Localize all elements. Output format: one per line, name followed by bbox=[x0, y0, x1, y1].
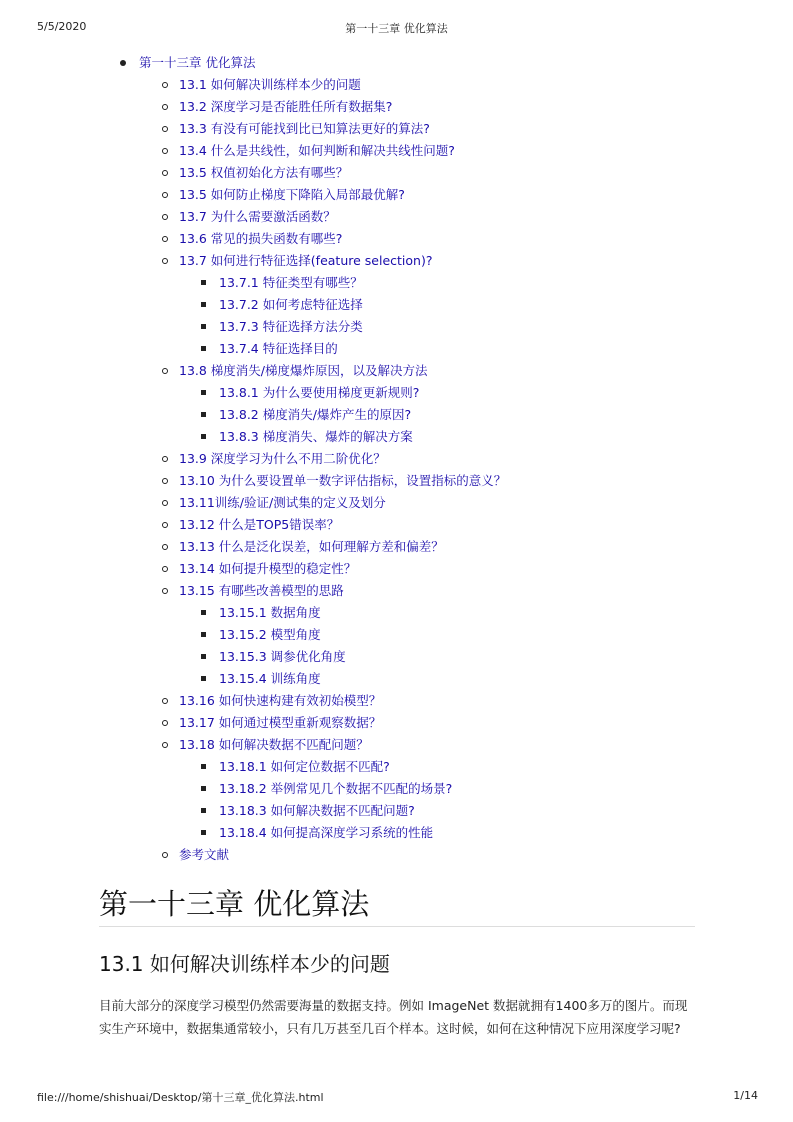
bullet-icon bbox=[201, 764, 206, 769]
toc-subitem bbox=[0, 294, 793, 316]
toc-item bbox=[0, 690, 793, 712]
toc-item bbox=[0, 470, 793, 492]
toc-item bbox=[0, 74, 793, 96]
toc-item bbox=[0, 712, 793, 734]
toc-subitem bbox=[0, 382, 793, 404]
bullet-icon bbox=[162, 104, 168, 110]
bullet-icon bbox=[162, 214, 168, 220]
toc-link[interactable]: 13.9 深度学习为什么不用二阶优化？ bbox=[179, 451, 386, 466]
bullet-icon bbox=[162, 368, 168, 374]
bullet-icon bbox=[201, 280, 206, 285]
bullet-icon bbox=[162, 720, 168, 726]
toc-item bbox=[0, 360, 793, 382]
toc-item bbox=[0, 734, 793, 756]
toc-link[interactable]: 13.15.4 训练角度 bbox=[219, 671, 321, 686]
toc-subitem bbox=[0, 272, 793, 294]
toc-link[interactable]: 13.7 为什么需要激活函数？ bbox=[179, 209, 336, 224]
toc-subitem bbox=[0, 624, 793, 646]
bullet-icon bbox=[162, 456, 168, 462]
bullet-icon bbox=[201, 786, 206, 791]
toc-link[interactable]: 13.3 有没有可能找到比已知算法更好的算法? bbox=[179, 121, 430, 136]
bullet-icon bbox=[162, 170, 168, 176]
bullet-icon bbox=[162, 522, 168, 528]
toc-link[interactable]: 13.4 什么是共线性，如何判断和解决共线性问题? bbox=[179, 143, 455, 158]
toc-subitem bbox=[0, 646, 793, 668]
toc-link[interactable]: 13.13 什么是泛化误差，如何理解方差和偏差？ bbox=[179, 539, 444, 554]
toc-link[interactable]: 参考文献 bbox=[179, 847, 230, 862]
toc-list bbox=[0, 52, 793, 866]
toc-subitem bbox=[0, 426, 793, 448]
print-date: 5/5/2020 bbox=[37, 20, 87, 33]
toc-link[interactable]: 13.1 如何解决训练样本少的问题 bbox=[179, 77, 361, 92]
toc-link[interactable]: 13.17 如何通过模型重新观察数据？ bbox=[179, 715, 382, 730]
toc-link[interactable]: 13.6 常见的损失函数有哪些? bbox=[179, 231, 343, 246]
table-of-contents bbox=[0, 52, 793, 866]
bullet-icon bbox=[201, 324, 206, 329]
toc-link[interactable]: 13.7.2 如何考虑特征选择 bbox=[219, 297, 363, 312]
toc-subitem bbox=[0, 778, 793, 800]
toc-item-root bbox=[0, 52, 793, 74]
toc-subitem bbox=[0, 668, 793, 690]
toc-link[interactable]: 13.18 如何解决数据不匹配问题？ bbox=[179, 737, 369, 752]
toc-link[interactable]: 13.5 如何防止梯度下降陷入局部最优解? bbox=[179, 187, 405, 202]
section-heading: 13.1 如何解决训练样本少的问题 bbox=[99, 952, 390, 976]
bullet-icon bbox=[162, 852, 168, 858]
toc-link[interactable]: 13.15.1 数据角度 bbox=[219, 605, 321, 620]
bullet-icon bbox=[162, 698, 168, 704]
bullet-icon bbox=[201, 434, 206, 439]
bullet-icon bbox=[201, 610, 206, 615]
toc-link[interactable]: 13.5 权值初始化方法有哪些？ bbox=[179, 165, 349, 180]
bullet-icon bbox=[162, 192, 168, 198]
toc-link[interactable]: 13.14 如何提升模型的稳定性？ bbox=[179, 561, 357, 576]
bullet-icon bbox=[162, 566, 168, 572]
toc-link[interactable]: 13.18.3 如何解决数据不匹配问题? bbox=[219, 803, 415, 818]
toc-subitem bbox=[0, 404, 793, 426]
toc-link[interactable]: 13.8.1 为什么要使用梯度更新规则? bbox=[219, 385, 420, 400]
bullet-icon bbox=[201, 654, 206, 659]
bullet-icon bbox=[120, 60, 126, 66]
toc-item bbox=[0, 448, 793, 470]
toc-link[interactable]: 13.7 如何进行特征选择(feature selection)? bbox=[179, 253, 433, 268]
bullet-icon bbox=[201, 830, 206, 835]
toc-item bbox=[0, 492, 793, 514]
bullet-icon bbox=[201, 390, 206, 395]
bullet-icon bbox=[162, 258, 168, 264]
toc-item bbox=[0, 558, 793, 580]
toc-link[interactable]: 13.2 深度学习是否能胜任所有数据集? bbox=[179, 99, 393, 114]
bullet-icon bbox=[201, 412, 206, 417]
toc-item bbox=[0, 96, 793, 118]
toc-item bbox=[0, 206, 793, 228]
toc-link[interactable]: 13.16 如何快速构建有效初始模型？ bbox=[179, 693, 382, 708]
toc-item bbox=[0, 118, 793, 140]
toc-subitem bbox=[0, 338, 793, 360]
toc-item bbox=[0, 228, 793, 250]
toc-item bbox=[0, 140, 793, 162]
bullet-icon bbox=[162, 588, 168, 594]
toc-link[interactable]: 13.18.2 举例常见几个数据不匹配的场景? bbox=[219, 781, 453, 796]
toc-item bbox=[0, 514, 793, 536]
toc-link[interactable]: 第一十三章 优化算法 bbox=[139, 55, 256, 70]
body-paragraph: 目前大部分的深度学习模型仍然需要海量的数据支持。例如 ImageNet 数据就拥有1400多万的图片。而现实生产环境中，数据集通常较小，只有几万甚至几百个样本。这时候，如何在这种情况下应用深度学习呢? bbox=[99, 998, 688, 1036]
toc-link[interactable]: 13.8.2 梯度消失/爆炸产生的原因? bbox=[219, 407, 412, 422]
toc-link[interactable]: 13.15 有哪些改善模型的思路 bbox=[179, 583, 344, 598]
bullet-icon bbox=[201, 302, 206, 307]
toc-subitem bbox=[0, 822, 793, 844]
chapter-heading: 第一十三章 优化算法 bbox=[99, 884, 695, 927]
toc-link[interactable]: 13.7.3 特征选择方法分类 bbox=[219, 319, 363, 334]
toc-item bbox=[0, 536, 793, 558]
bullet-icon bbox=[162, 236, 168, 242]
toc-link[interactable]: 13.7.1 特征类型有哪些？ bbox=[219, 275, 363, 290]
toc-link[interactable]: 13.15.2 模型角度 bbox=[219, 627, 321, 642]
toc-subitem bbox=[0, 800, 793, 822]
print-title: 第一十三章 优化算法 bbox=[345, 22, 448, 35]
toc-subitem bbox=[0, 756, 793, 778]
toc-link[interactable]: 13.8 梯度消失/梯度爆炸原因，以及解决方法 bbox=[179, 363, 428, 378]
toc-subitem bbox=[0, 602, 793, 624]
toc-link[interactable]: 13.15.3 调参优化角度 bbox=[219, 649, 346, 664]
print-file-path: file:///home/shishuai/Desktop/第十三章_优化算法.html bbox=[37, 1091, 324, 1104]
toc-item bbox=[0, 184, 793, 206]
toc-link[interactable]: 13.7.4 特征选择目的 bbox=[219, 341, 338, 356]
toc-item bbox=[0, 580, 793, 602]
toc-link[interactable]: 13.11训练/验证/测试集的定义及划分 bbox=[179, 495, 386, 510]
bullet-icon bbox=[162, 500, 168, 506]
print-page-number: 1/14 bbox=[733, 1089, 758, 1102]
bullet-icon bbox=[162, 82, 168, 88]
toc-item bbox=[0, 844, 793, 866]
bullet-icon bbox=[162, 148, 168, 154]
toc-item bbox=[0, 162, 793, 184]
toc-link[interactable]: 13.18.4 如何提高深度学习系统的性能 bbox=[219, 825, 434, 840]
toc-link[interactable]: 13.8.3 梯度消失、爆炸的解决方案 bbox=[219, 429, 413, 444]
toc-link[interactable]: 13.10 为什么要设置单一数字评估指标，设置指标的意义？ bbox=[179, 473, 507, 488]
toc-link[interactable]: 13.12 什么是TOP5错误率？ bbox=[179, 517, 340, 532]
toc-item bbox=[0, 250, 793, 272]
bullet-icon bbox=[162, 742, 168, 748]
toc-subitem bbox=[0, 316, 793, 338]
bullet-icon bbox=[162, 126, 168, 132]
bullet-icon bbox=[201, 808, 206, 813]
bullet-icon bbox=[201, 676, 206, 681]
bullet-icon bbox=[201, 346, 206, 351]
bullet-icon bbox=[162, 544, 168, 550]
bullet-icon bbox=[162, 478, 168, 484]
toc-link[interactable]: 13.18.1 如何定位数据不匹配? bbox=[219, 759, 390, 774]
bullet-icon bbox=[201, 632, 206, 637]
